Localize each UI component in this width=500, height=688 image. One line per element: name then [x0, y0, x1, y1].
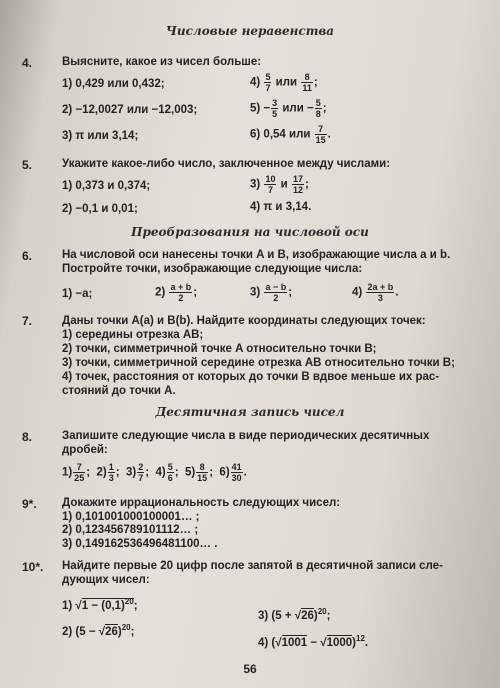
problem-number: 8. — [22, 430, 33, 444]
problem-text: На числовой оси нанесены точки A и B, изображающие числа a и b. Постройте точки, изображающие следующие числа: — [62, 249, 451, 275]
option: 3) π или 3,14; — [62, 130, 139, 142]
problem-text: Выясните, какое из чисел больше: — [62, 56, 262, 68]
option: 2) $(5 - √26)^{20}$; — [62, 623, 135, 638]
option: 6) 0,54 или $\frac{7}{15}$ . — [250, 124, 331, 145]
problem-text: Докажите иррациональность следующих чисел: 1) 0,101001000100001… ; 2) 0,123456789101112… ; 3) 0,149162536496481100… . — [62, 497, 341, 550]
section-heading: Числовые неравенства — [165, 24, 335, 38]
option: 4) $\frac{2a + b}{3}$ . — [352, 282, 399, 303]
problem-text: Укажите какое-либо число, заключенное между числами: — [62, 158, 391, 170]
problem-text: Даны точки A(a) и B(b). Найдите координаты следующих точек: 1) середины отрезка AB; 2) точки, симметричной точке A относительно точки B; 3) точки, симметричной середине отрезка AB относительно точки B; 4) точек, расстояния от которых до точки B вдвое меньше их рас- стояний до точки A. — [62, 315, 455, 397]
option: 1) −a; — [62, 288, 93, 300]
page-number: 56 — [243, 662, 257, 676]
problem-number: 9*. — [22, 497, 37, 511]
section-heading: Десятичная запись чисел — [155, 405, 345, 419]
option: 1) $√1 - (0,1)^{20}$; — [62, 597, 138, 612]
problem-number: 7. — [22, 314, 33, 328]
option: 4) $\frac{5}{7}$ или $\frac{8}{11}$ ; — [250, 72, 318, 93]
option: 2) −12,0027 или −12,003; — [62, 104, 198, 116]
problem-number: 4. — [22, 56, 33, 70]
option: 2) −0,1 и 0,01; — [62, 203, 138, 215]
problem-number: 10*. — [22, 560, 44, 574]
option: 3) $(5 + √26)^{20}$; — [258, 607, 331, 622]
option: 5) − $\frac{3}{5}$ или − $\frac{5}{8}$ ; — [250, 98, 327, 119]
option: 4) $(√1001 - √1000)^{12}$. — [258, 634, 369, 649]
option: 1) 0,429 или 0,432; — [62, 78, 165, 90]
problem-number: 6. — [22, 249, 33, 263]
option: 3) $\frac{10}{7}$ и $\frac{17}{12}$ ; — [250, 174, 309, 195]
option: 1) 0,373 и 0,374; — [62, 180, 151, 192]
option: 4) π и 3,14. — [250, 201, 312, 213]
option: 2) $\frac{a + b}{2}$ ; — [155, 282, 198, 303]
problem-number: 5. — [22, 158, 33, 172]
option: 3) $\frac{a - b}{2}$ ; — [250, 282, 293, 303]
problem-text: Найдите первые 20 цифр после запятой в десятичной записи сле- дующих чисел: — [62, 560, 443, 586]
problem-text: Запишите следующие числа в виде периодических десятичных дробей: — [62, 430, 430, 456]
section-heading: Преобразования на числовой оси — [131, 225, 369, 239]
fraction-list: 1) $\frac{7}{25}$ ; 2) $\frac{1}{3}$ ; 3) $\frac{2}{7}$ ; 4) $\frac{5}{6}$ ; 5) $\frac{8}{15}$ ; 6) $\frac{41}{30}$ . — [62, 462, 247, 483]
